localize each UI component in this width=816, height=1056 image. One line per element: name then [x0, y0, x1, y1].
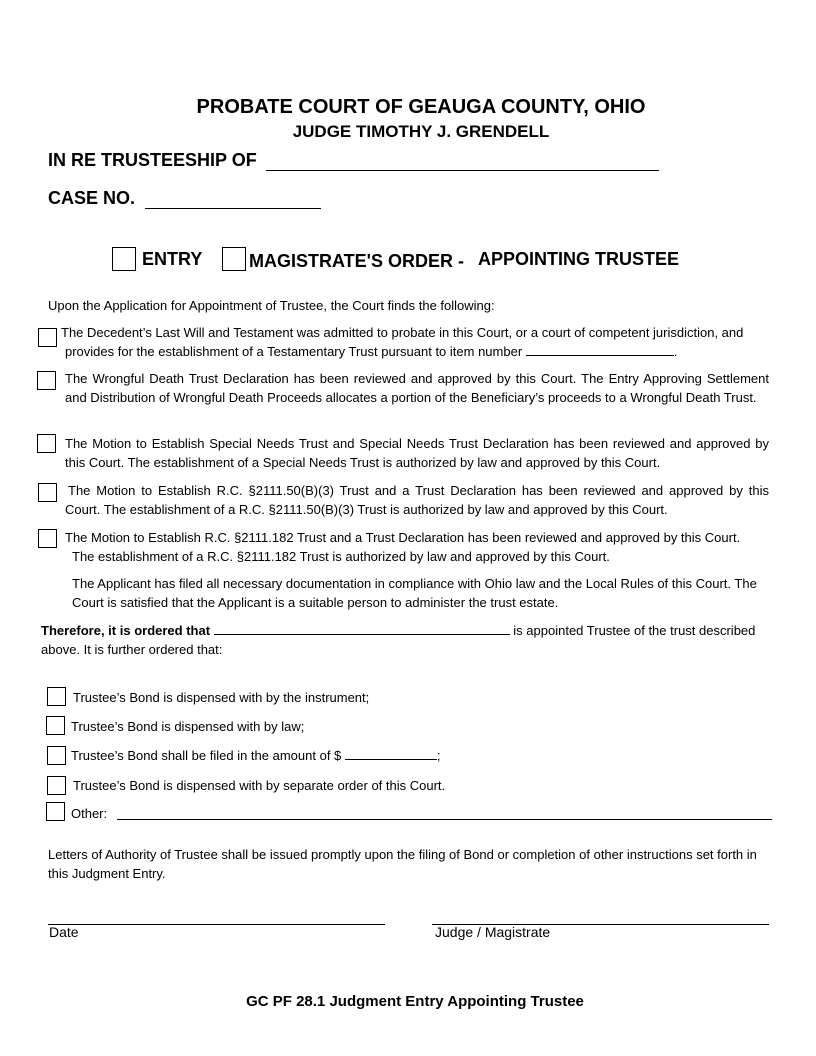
bond-other-label: Other: — [71, 806, 108, 821]
judge-signature-line[interactable] — [432, 910, 769, 925]
finding-testamentary-text: provides for the establishment of a Testamentary Trust pursuant to item number — [65, 344, 523, 359]
bond-amount-field[interactable] — [345, 746, 437, 760]
bond-amount-checkbox[interactable] — [47, 746, 66, 765]
judge-name: JUDGE TIMOTHY J. GRENDELL — [292, 122, 550, 141]
finding-2111-182-checkbox[interactable] — [38, 529, 57, 548]
case-no-label: CASE NO. — [48, 188, 136, 208]
entry-checkbox[interactable] — [112, 247, 136, 271]
bond-instrument-text: Trustee’s Bond is dispensed with by the instrument; — [73, 690, 370, 705]
entry-label: ENTRY — [142, 249, 203, 269]
magistrate-order-label: MAGISTRATE'S ORDER - — [249, 251, 464, 271]
order-line2: above. It is further ordered that: — [41, 642, 223, 657]
finding-testamentary-end: . — [673, 344, 678, 359]
date-label: Date — [49, 924, 79, 940]
order-therefore-text: Therefore, it is ordered that — [41, 623, 211, 638]
finding-2111-182-line1: The Motion to Establish R.C. §2111.182 Trust and a Trust Declaration has been reviewed and approved by this Court. — [65, 530, 741, 545]
date-signature-line[interactable] — [48, 910, 385, 925]
bond-other-field[interactable] — [117, 806, 772, 820]
judge-magistrate-label: Judge / Magistrate — [435, 924, 551, 940]
in-re-label: IN RE TRUSTEESHIP OF — [48, 150, 257, 170]
finding-2111-50-checkbox[interactable] — [38, 483, 57, 502]
finding-wrongful-death-checkbox[interactable] — [37, 371, 56, 390]
case-no-field[interactable] — [145, 190, 321, 209]
finding-testamentary-line1: The Decedent’s Last Will and Testament was admitted to probate in this Court, or a court of competent jurisdiction, and — [61, 325, 744, 340]
finding-testamentary-checkbox[interactable] — [38, 328, 57, 347]
finding-special-needs-text: The Motion to Establish Special Needs Trust and Special Needs Trust Declaration has been reviewed and approved by this Court. The establishment of a Special Needs Trust is authorized by law and approved by this Court. — [65, 436, 769, 470]
intro-text: Upon the Application for Appointment of Trustee, the Court finds the following: — [48, 298, 495, 313]
item-number-field[interactable] — [526, 342, 674, 356]
applicant-finding-text: The Applicant has filed all necessary documentation in compliance with Ohio law and the Local Rules of this Court. The Court is satisfied that the Applicant is a suitable person to administer the trust estate. — [72, 576, 757, 610]
bond-law-text: Trustee’s Bond is dispensed with by law; — [71, 719, 305, 734]
order-line1 — [41, 621, 771, 640]
bond-separate-order-text: Trustee’s Bond is dispensed with by separate order of this Court. — [73, 778, 446, 793]
finding-special-needs-checkbox[interactable] — [37, 434, 56, 453]
appointing-trustee-label: APPOINTING TRUSTEE — [478, 249, 680, 269]
bond-amount-end: ; — [436, 748, 441, 763]
bond-other-checkbox[interactable] — [46, 802, 65, 821]
form-footer: GC PF 28.1 Judgment Entry Appointing Trustee — [246, 993, 584, 1010]
in-re-field[interactable] — [266, 152, 659, 171]
letters-of-authority-text: Letters of Authority of Trustee shall be issued promptly upon the filing of Bond or completion of other instructions set forth in this Judgment Entry. — [48, 847, 757, 881]
finding-wrongful-death-text: The Wrongful Death Trust Declaration has been reviewed and approved by this Court. The Entry Approving Settlement and Distribution of Wrongful Death Proceeds allocates a portion of the Beneficiary’s proceeds to a Wrongful Death Trust. — [65, 371, 769, 405]
bond-amount-line — [71, 746, 441, 765]
bond-separate-order-checkbox[interactable] — [47, 776, 66, 795]
finding-testamentary-line2 — [65, 342, 677, 361]
bond-instrument-checkbox[interactable] — [47, 687, 66, 706]
trustee-name-field[interactable] — [214, 621, 510, 635]
bond-amount-text: Trustee’s Bond shall be filed in the amount of $ — [71, 748, 342, 763]
finding-2111-182-line2: The establishment of a R.C. §2111.182 Trust is authorized by law and approved by this Court. — [72, 549, 610, 564]
order-appointed-text: is appointed Trustee of the trust described — [513, 623, 756, 638]
bond-law-checkbox[interactable] — [46, 716, 65, 735]
finding-2111-50-text: The Motion to Establish R.C. §2111.50(B)(3) Trust and a Trust Declaration has been reviewed and approved by this Court. The establishment of a R.C. §2111.50(B)(3) Trust is authorized by law and approved by this Court. — [65, 483, 769, 517]
magistrate-order-checkbox[interactable] — [222, 247, 246, 271]
court-title: PROBATE COURT OF GEAUGA COUNTY, OHIO — [196, 96, 646, 118]
